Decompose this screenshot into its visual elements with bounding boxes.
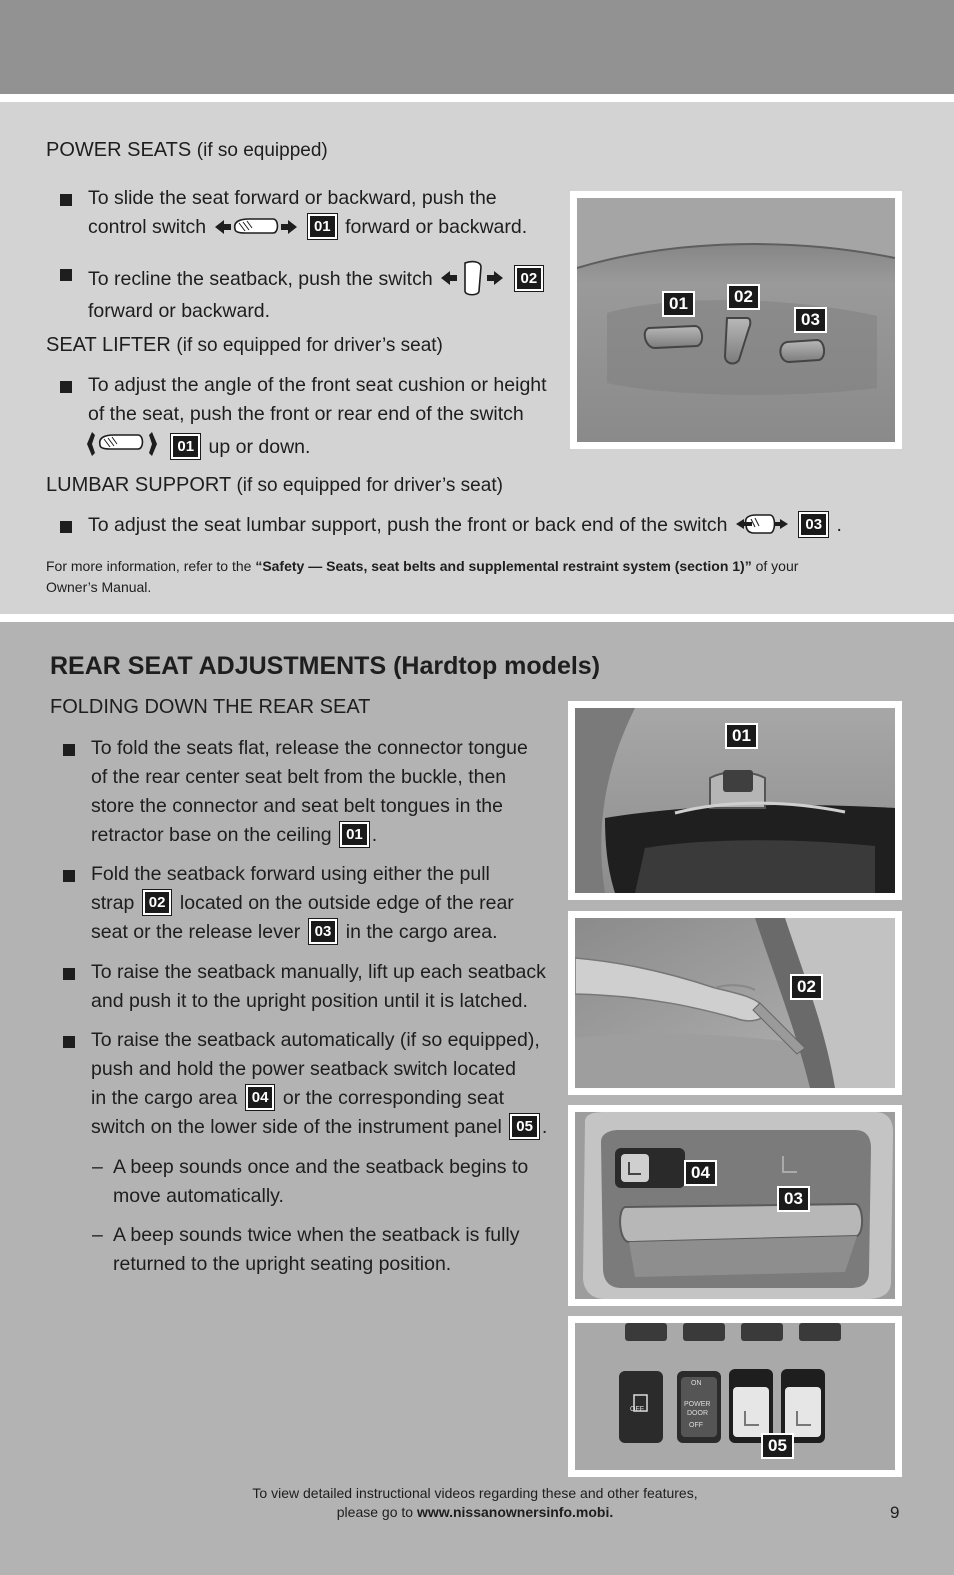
badge-05: 05 <box>510 1114 539 1139</box>
lumbar-bullet: To adjust the seat lumbar support, push the front or back end of the switch 03 . <box>88 511 888 540</box>
switch-label-off-1: OFF <box>630 1406 644 1413</box>
divider <box>0 94 954 102</box>
power-seat-switch-photo <box>570 191 902 449</box>
lumbar-heading: LUMBAR SUPPORT (if so equipped for driver’s seat) <box>46 474 503 496</box>
folding-heading: FOLDING DOWN THE REAR SEAT <box>50 696 371 718</box>
sub-item-beep-twice: – A beep sounds twice when the seatback is fully returned to the upright seating position. <box>113 1221 553 1279</box>
pull-strap-photo <box>568 911 902 1095</box>
rear-bullet-raise-manual: To raise the seatback manually, lift up each seatback and push it to the upright position until it is latched. <box>91 958 561 1016</box>
rear-bullet-fold-forward: Fold the seatback forward using either the pull strap 02 located on the outside edge of the rear seat or the release lever 03 in the cargo area. <box>91 860 561 947</box>
top-banner <box>0 0 954 94</box>
power-seats-heading: POWER SEATS (if so equipped) <box>46 139 328 161</box>
badge-04: 04 <box>246 1085 275 1110</box>
callout-03: 03 <box>777 1186 810 1212</box>
ceiling-retractor-photo <box>568 701 902 900</box>
badge-01: 01 <box>340 822 369 847</box>
seat-lifter-bullet: To adjust the angle of the front seat cushion or height of the seat, push the front or rear end of the switch 01 up or down. <box>88 371 558 462</box>
website-link[interactable]: www.nissanownersinfo.mobi. <box>416 1504 614 1520</box>
switch-label-off-2: OFF <box>689 1422 703 1429</box>
rear-bullet-raise-auto: To raise the seatback automatically (if so equipped), push and hold the power seatback switch located in the cargo area 04 or the corresponding seat switch on the lower side of the instrument panel 05 . <box>91 1026 561 1142</box>
callout-03: 03 <box>794 307 827 333</box>
callout-05: 05 <box>761 1433 794 1459</box>
lumbar-switch-icon <box>736 511 788 537</box>
sub-item-beep-once: – A beep sounds once and the seatback begins to move automatically. <box>113 1153 553 1211</box>
more-info-note: For more information, refer to the “Safety — Seats, seat belts and supplemental restraint system (section 1)” of your Owner’s Manual. <box>46 558 799 595</box>
rear-seat-title: REAR SEAT ADJUSTMENTS (Hardtop models) <box>50 652 601 680</box>
power-seats-bullet-slide: To slide the seat forward or backward, push the control switch 01 forward or backward. <box>88 184 558 242</box>
badge-03: 03 <box>309 919 338 944</box>
switch-label-power: POWER <box>684 1401 711 1408</box>
switch-label-door: DOOR <box>687 1410 708 1417</box>
divider <box>0 614 954 622</box>
footer-note: To view detailed instructional videos regarding these and other features, please go to www.nissanownersinfo.mobi. <box>252 1485 698 1520</box>
callout-01: 01 <box>725 723 758 749</box>
badge-01: 01 <box>308 214 337 239</box>
power-seats-bullet-recline: To recline the seatback, push the switch 02 forward or backward. <box>88 259 558 326</box>
seat-lifter-heading: SEAT LIFTER (if so equipped for driver’s seat) <box>46 334 443 356</box>
slide-switch-icon <box>215 215 297 239</box>
callout-02: 02 <box>727 284 760 310</box>
badge-03: 03 <box>799 512 828 537</box>
instrument-panel-switch-photo <box>568 1316 902 1477</box>
callout-02: 02 <box>790 974 823 1000</box>
recline-switch-icon <box>441 259 503 297</box>
switch-label-on: ON <box>691 1380 702 1387</box>
page-number: 9 <box>890 1503 900 1522</box>
callout-01: 01 <box>662 291 695 317</box>
badge-02: 02 <box>515 266 544 291</box>
cargo-area-lever-photo <box>568 1105 902 1306</box>
lifter-switch-icon <box>86 429 160 459</box>
rear-bullet-fold-flat: To fold the seats flat, release the connector tongue of the rear center seat belt from the buckle, then store the connector and seat belt tongues in the retractor base on the ceiling 01 . <box>91 734 561 850</box>
badge-01: 01 <box>171 434 200 459</box>
badge-02: 02 <box>143 890 172 915</box>
callout-04: 04 <box>684 1160 717 1186</box>
